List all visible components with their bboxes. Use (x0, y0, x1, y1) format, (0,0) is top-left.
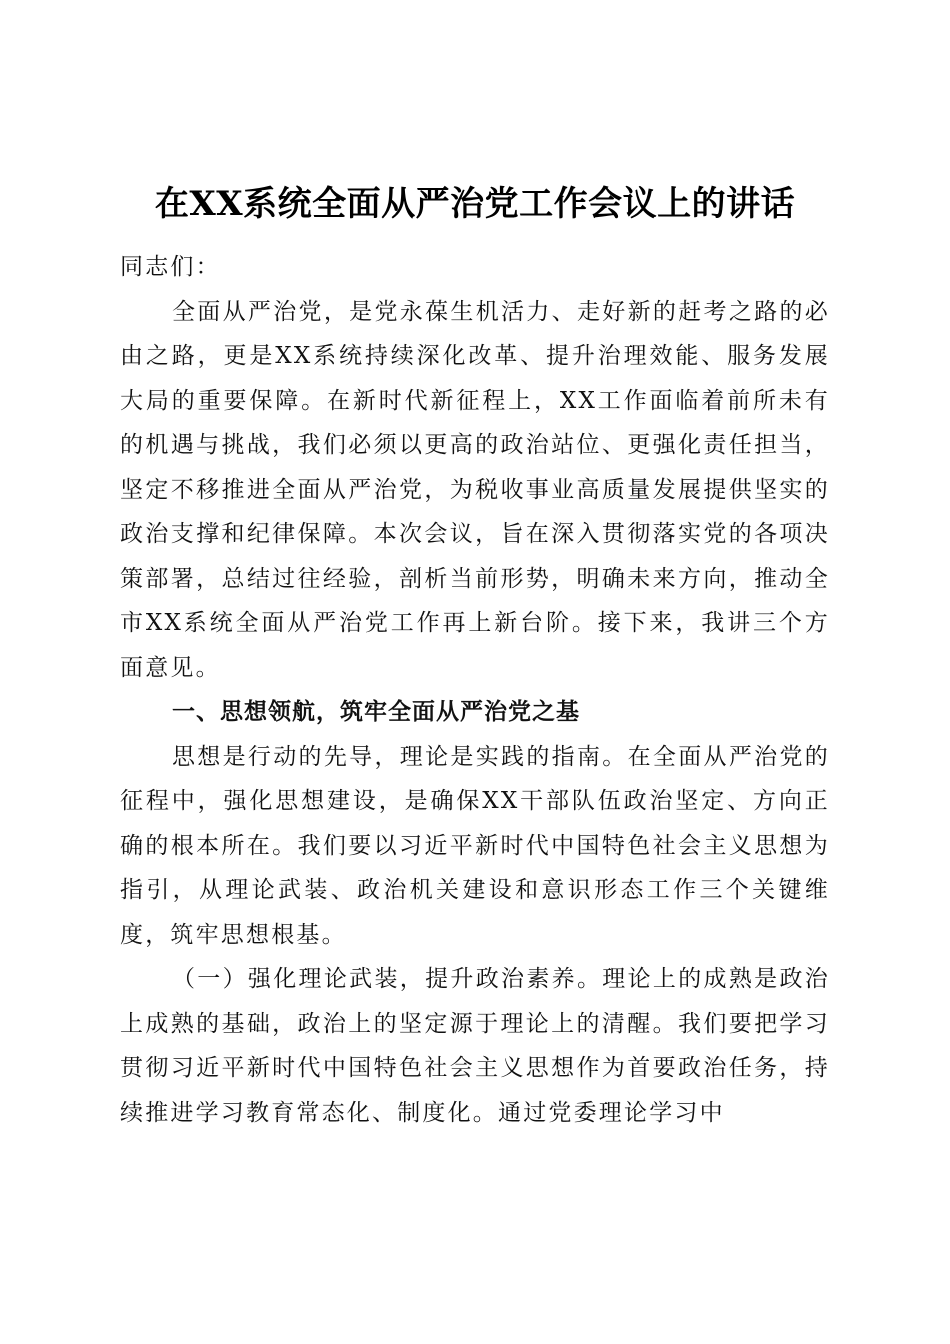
intro-paragraph: 全面从严治党，是党永葆生机活力、走好新的赶考之路的必由之路，更是XX系统持续深化改革、提升治理效能、服务发展大局的重要保障。在新时代新征程上，XX工作面临着前所未有的机遇与挑战，我们必须以更高的政治站位、更强化责任担当，坚定不移推进全面从严治党，为税收事业高质量发展提供坚实的政治支撑和纪律保障。本次会议，旨在深入贯彻落实党的各项决策部署，总结过往经验，剖析当前形势，明确未来方向，推动全市XX系统全面从严治党工作再上新台阶。接下来，我讲三个方面意见。 (120, 298, 830, 681)
subsection-1-paragraph: （一）强化理论武装，提升政治素养。理论上的成熟是政治上成熟的基础，政治上的坚定源于理论上的清醒。我们要把学习贯彻习近平新时代中国特色社会主义思想作为首要政治任务，持续推进学习教育常态化、制度化。通过党委理论学习中 (120, 966, 830, 1126)
section-1-paragraph: 思想是行动的先导，理论是实践的指南。在全面从严治党的征程中，强化思想建设，是确保XX干部队伍政治坚定、方向正确的根本所在。我们要以习近平新时代中国特色社会主义思想为指引，从理论武装、政治机关建设和意识形态工作三个关键维度，筑牢思想根基。 (120, 743, 830, 948)
document-body (120, 245, 830, 1135)
salutation: 同志们： (120, 254, 221, 280)
document-title: 在XX系统全面从严治党工作会议上的讲话 (154, 184, 796, 224)
section-1-heading: 一、思想领航，筑牢全面从严治党之基 (172, 699, 580, 725)
